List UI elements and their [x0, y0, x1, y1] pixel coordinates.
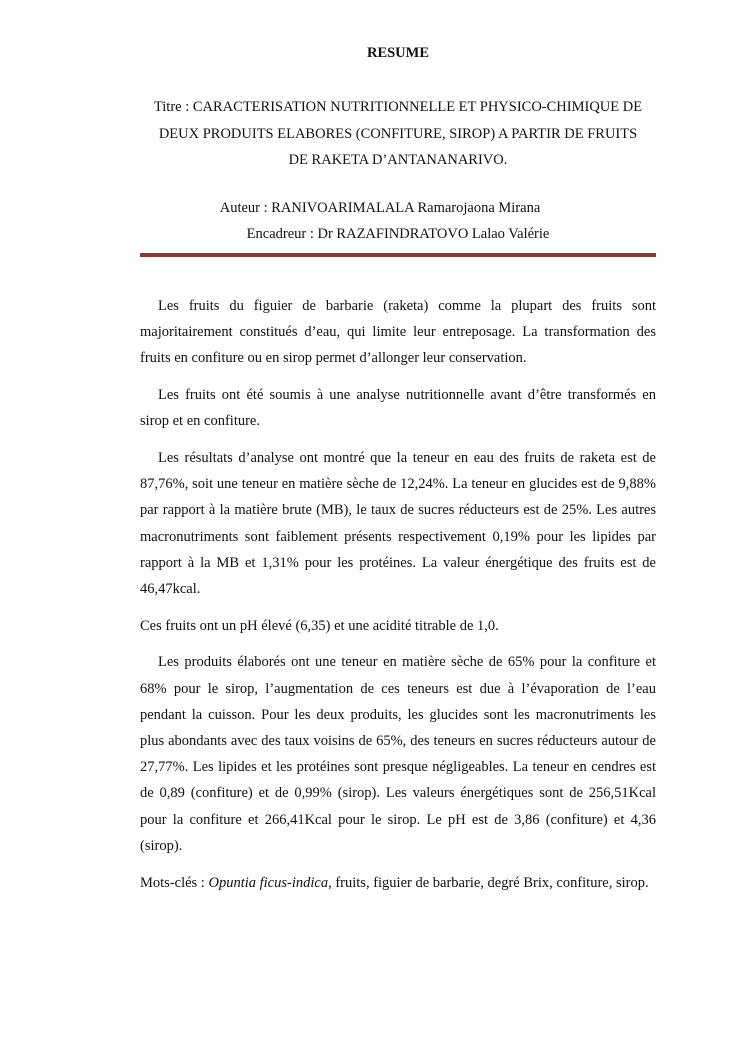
- paragraph-product-results: Les produits élaborés ont une teneur en matière sèche de 65% pour la confiture et 68% pour le sirop, l’augmentation de ces teneurs est due à l’évaporation de l’eau pendant la cuisson. Pour les deux produits, les glucides sont les macronutriments les plus abondants avec des taux voisins de 65%, des teneurs en sucres réducteurs autour de 27,77%. Les lipides et les protéines sont presque négligeables. La teneur en cendres est de 0,89 (confiture) et de 0,99% (sirop). Les valeurs énergétiques sont de 256,51Kcal pour la confiture et 266,41Kcal pour le sirop. Le pH est de 3,86 (confiture) et 4,36 (sirop).: [140, 654, 656, 854]
- paragraph-intro: Les fruits du figuier de barbarie (raketa) comme la plupart des fruits sont majoritairement constitués d’eau, qui limite leur entreposage. La transformation des fruits en confiture ou en sirop permet d’allonger leur conservation.: [140, 298, 656, 367]
- page-heading: RESUME: [366, 45, 430, 61]
- thesis-title: [140, 94, 656, 174]
- keywords-label: Mots-clés :: [140, 874, 209, 891]
- header-divider: [140, 253, 656, 257]
- title-line-2: DEUX PRODUITS ELABORES (CONFITURE, SIROP) A PARTIR DE FRUITS: [158, 125, 638, 142]
- supervisor-line: Encadreur : Dr RAZAFINDRATOVO Lalao Valérie: [246, 226, 550, 242]
- keywords-rest: , fruits, figuier de barbarie, degré Brix, confiture, sirop.: [328, 874, 649, 891]
- title-line-1: Titre : CARACTERISATION NUTRITIONNELLE ET PHYSICO-CHIMIQUE DE: [153, 99, 643, 115]
- title-line-3: DE RAKETA D’ANTANANARIVO.: [288, 152, 508, 168]
- author-line: Auteur : RANIVOARIMALALA Ramarojaona Mirana: [219, 200, 541, 216]
- paragraph-method: Les fruits ont été soumis à une analyse nutritionnelle avant d’être transformés en sirop et en confiture.: [140, 387, 656, 430]
- keywords-species: Opuntia ficus-indica: [208, 874, 329, 891]
- paragraph-ph: Ces fruits ont un pH élevé (6,35) et une acidité titrable de 1,0.: [140, 617, 499, 634]
- paragraph-fruit-results: Les résultats d’analyse ont montré que la teneur en eau des fruits de raketa est de 87,76%, soit une teneur en matière sèche de 12,24%. La teneur en glucides est de 9,88% par rapport à la matière brute (MB), le taux de sucres réducteurs est de 25%. Les autres macronutriments sont faiblement présents respectivement 0,19% pour les lipides par rapport à la MB et 1,31% pour les protéines. La valeur énergétique des fruits est de 46,47kcal.: [140, 450, 656, 598]
- abstract-body: [140, 293, 656, 906]
- keywords: [140, 870, 656, 896]
